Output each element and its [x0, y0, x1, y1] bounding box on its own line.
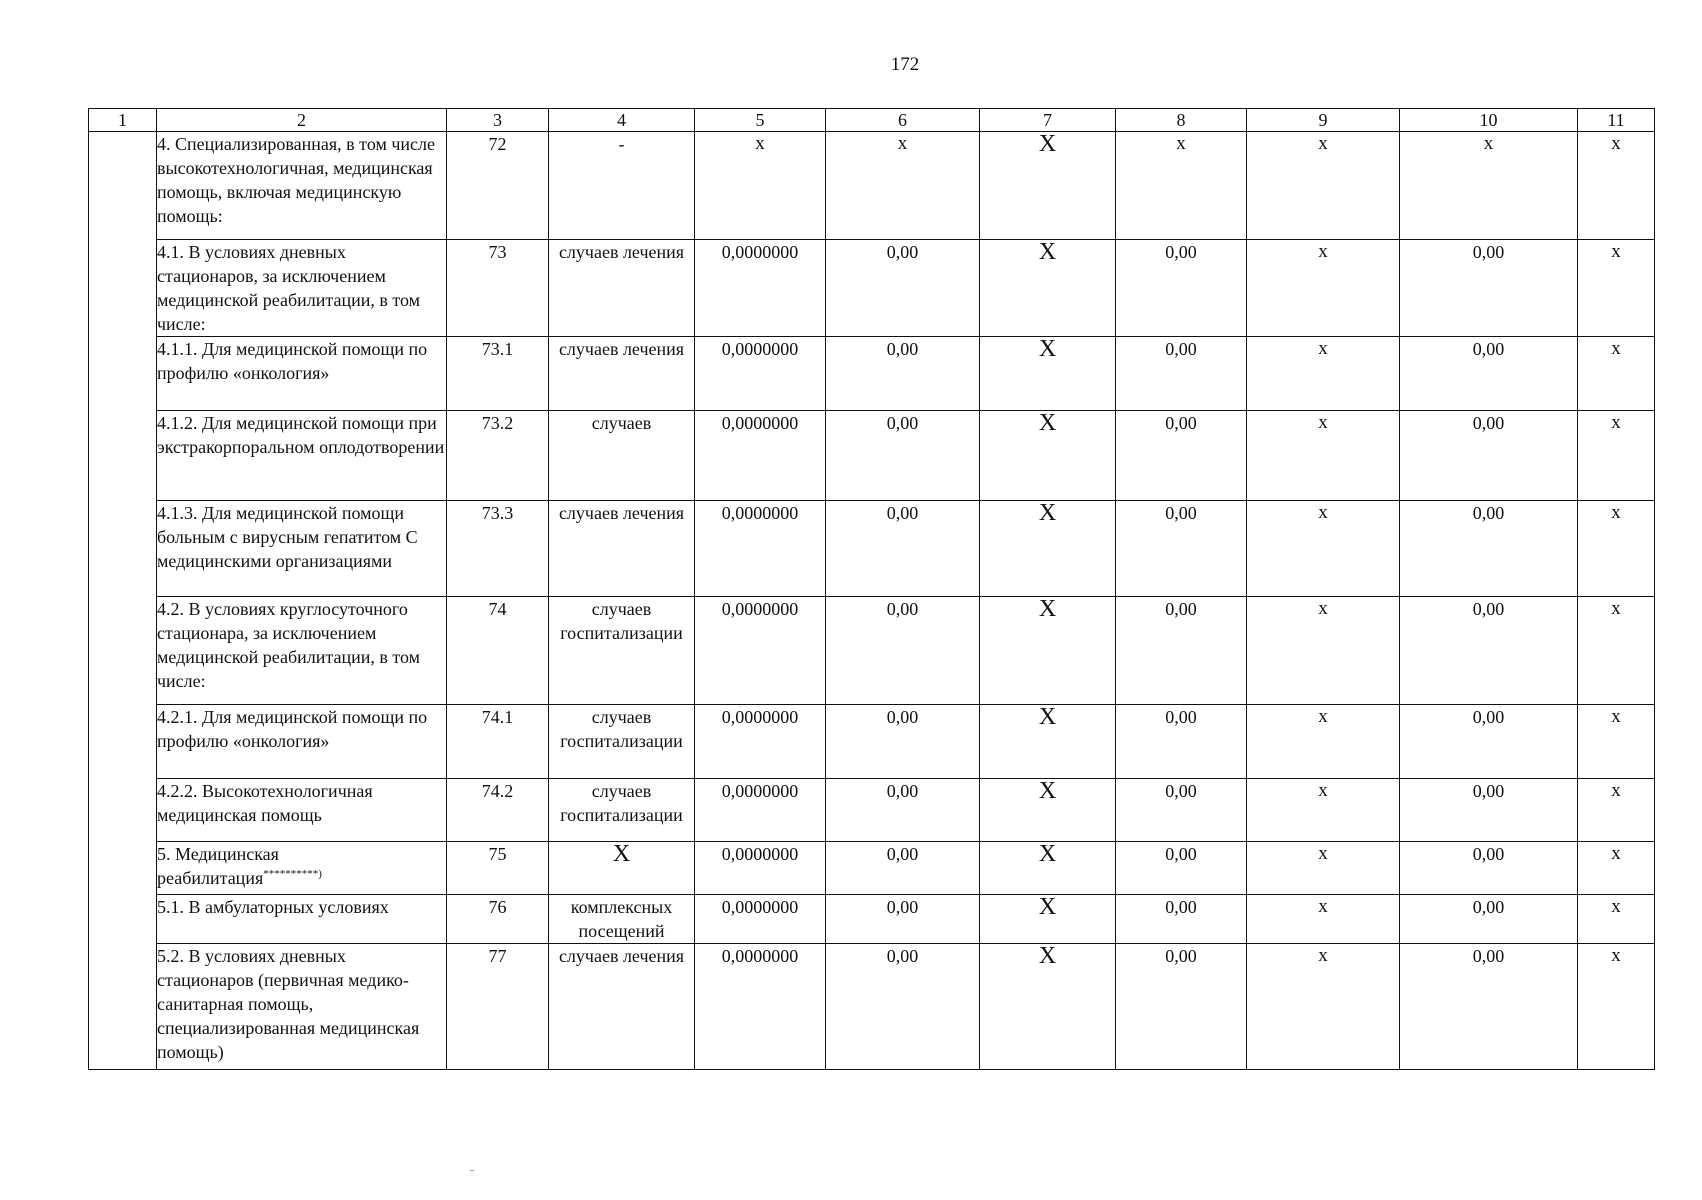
row-name: 4.2.1. Для медицинской помощи по профилю «онкология»: [157, 705, 447, 779]
row-name: 4. Специализированная, в том числе высокотехнологичная, медицинская помощь, включая медицинскую помощь:: [157, 132, 447, 240]
cell-col5: 0,0000000: [695, 597, 826, 705]
cell-col5: 0,0000000: [695, 944, 826, 1070]
cell-col11: x: [1578, 240, 1655, 337]
header-cell-10: 10: [1400, 109, 1578, 132]
cell-col10: x: [1400, 132, 1578, 240]
cell-col10: 0,00: [1400, 501, 1578, 597]
row-unit: случаев лечения: [549, 240, 695, 337]
cell-col10: 0,00: [1400, 705, 1578, 779]
header-row: [89, 109, 1655, 132]
cell-col11: x: [1578, 597, 1655, 705]
cell-col8: 0,00: [1116, 705, 1247, 779]
row-unit: -: [549, 132, 695, 240]
cell-col9: x: [1247, 597, 1400, 705]
cell-col7: X: [980, 240, 1116, 337]
cell-col6: 0,00: [826, 895, 980, 944]
cell-col9: x: [1247, 501, 1400, 597]
cell-col8: 0,00: [1116, 944, 1247, 1070]
cell-col8: 0,00: [1116, 240, 1247, 337]
header-cell-6: 6: [826, 109, 980, 132]
row-name: 4.1.2. Для медицинской помощи при экстракорпоральном оплодотворении: [157, 411, 447, 501]
cell-col7: X: [980, 411, 1116, 501]
row-name: 4.2. В условиях круглосуточного стационара, за исключением медицинской реабилитации, в том числе:: [157, 597, 447, 705]
cell-col9: x: [1247, 842, 1400, 895]
row-name-text: 5. Медицинская реабилитация: [157, 844, 279, 888]
cell-col9: x: [1247, 240, 1400, 337]
cell-col5: 0,0000000: [695, 705, 826, 779]
cell-col9: x: [1247, 337, 1400, 411]
table-row: [89, 944, 1655, 1070]
table-row: [89, 132, 1655, 240]
cell-col11: x: [1578, 842, 1655, 895]
cell-col7: X: [980, 501, 1116, 597]
cell-col5: x: [695, 132, 826, 240]
footnote-mark: **********): [263, 868, 322, 880]
row-name: [157, 842, 447, 895]
row-code: 73.3: [447, 501, 549, 597]
table-row: [89, 895, 1655, 944]
cell-col6: 0,00: [826, 779, 980, 842]
table-row: [89, 597, 1655, 705]
cell-col11: x: [1578, 944, 1655, 1070]
cell-col10: 0,00: [1400, 842, 1578, 895]
cell-col6: 0,00: [826, 411, 980, 501]
cell-col10: 0,00: [1400, 944, 1578, 1070]
cell-col6: 0,00: [826, 842, 980, 895]
row-code: 74.1: [447, 705, 549, 779]
row-name: 5.2. В условиях дневных стационаров (первичная медико-санитарная помощь, специализированная медицинская помощь): [157, 944, 447, 1070]
row-group-cell: [89, 132, 157, 1070]
cell-col6: 0,00: [826, 501, 980, 597]
cell-col6: 0,00: [826, 240, 980, 337]
row-name: 5.1. В амбулаторных условиях: [157, 895, 447, 944]
row-code: 75: [447, 842, 549, 895]
header-cell-4: 4: [549, 109, 695, 132]
row-code: 73: [447, 240, 549, 337]
row-code: 76: [447, 895, 549, 944]
table-row: [89, 501, 1655, 597]
cell-col8: 0,00: [1116, 597, 1247, 705]
cell-col7: X: [980, 132, 1116, 240]
cell-col10: 0,00: [1400, 779, 1578, 842]
cell-col6: 0,00: [826, 944, 980, 1070]
row-code: 73.1: [447, 337, 549, 411]
cell-col5: 0,0000000: [695, 501, 826, 597]
row-name: 4.2.2. Высокотехнологичная медицинская помощь: [157, 779, 447, 842]
cell-col11: x: [1578, 779, 1655, 842]
row-code: 77: [447, 944, 549, 1070]
header-cell-2: 2: [157, 109, 447, 132]
cell-col10: 0,00: [1400, 240, 1578, 337]
cell-col11: x: [1578, 705, 1655, 779]
row-unit: случаев лечения: [549, 501, 695, 597]
cell-col7: X: [980, 842, 1116, 895]
cell-col11: x: [1578, 411, 1655, 501]
row-code: 73.2: [447, 411, 549, 501]
cell-col9: x: [1247, 779, 1400, 842]
cell-col8: 0,00: [1116, 895, 1247, 944]
cell-col9: x: [1247, 944, 1400, 1070]
cell-col5: 0,0000000: [695, 779, 826, 842]
cell-col7: X: [980, 944, 1116, 1070]
row-name: 4.1. В условиях дневных стационаров, за исключением медицинской реабилитации, в том числе:: [157, 240, 447, 337]
cell-col5: 0,0000000: [695, 240, 826, 337]
cell-col11: x: [1578, 132, 1655, 240]
cell-col6: x: [826, 132, 980, 240]
table-row: [89, 779, 1655, 842]
cell-col8: 0,00: [1116, 501, 1247, 597]
table-row: [89, 411, 1655, 501]
cell-col5: 0,0000000: [695, 337, 826, 411]
table-row: [89, 240, 1655, 337]
cell-col7: X: [980, 337, 1116, 411]
row-unit: случаев госпитализации: [549, 779, 695, 842]
header-cell-7: 7: [980, 109, 1116, 132]
cell-col11: x: [1578, 895, 1655, 944]
cell-col10: 0,00: [1400, 411, 1578, 501]
cell-col6: 0,00: [826, 337, 980, 411]
row-unit: случаев госпитализации: [549, 597, 695, 705]
row-code: 74: [447, 597, 549, 705]
scan-speck: [470, 1170, 474, 1171]
cell-col9: x: [1247, 895, 1400, 944]
cell-col10: 0,00: [1400, 337, 1578, 411]
row-unit: случаев госпитализации: [549, 705, 695, 779]
cell-col11: x: [1578, 501, 1655, 597]
row-unit: случаев: [549, 411, 695, 501]
header-cell-11: 11: [1578, 109, 1655, 132]
cell-col8: 0,00: [1116, 779, 1247, 842]
cell-col6: 0,00: [826, 597, 980, 705]
cell-col9: x: [1247, 705, 1400, 779]
cell-col10: 0,00: [1400, 597, 1578, 705]
cell-col9: x: [1247, 132, 1400, 240]
table-row: [89, 337, 1655, 411]
cell-col7: X: [980, 597, 1116, 705]
row-name: 4.1.3. Для медицинской помощи больным с вирусным гепатитом С медицинскими организациями: [157, 501, 447, 597]
header-cell-3: 3: [447, 109, 549, 132]
cell-col7: X: [980, 779, 1116, 842]
cell-col8: 0,00: [1116, 842, 1247, 895]
cell-col8: x: [1116, 132, 1247, 240]
page-number: 172: [890, 54, 920, 75]
header-cell-8: 8: [1116, 109, 1247, 132]
row-unit: комплексных посещений: [549, 895, 695, 944]
cell-col11: x: [1578, 337, 1655, 411]
cell-col7: X: [980, 895, 1116, 944]
table-row: [89, 705, 1655, 779]
cell-col5: 0,0000000: [695, 411, 826, 501]
header-cell-9: 9: [1247, 109, 1400, 132]
row-unit: случаев лечения: [549, 944, 695, 1070]
header-cell-5: 5: [695, 109, 826, 132]
cell-col5: 0,0000000: [695, 895, 826, 944]
row-unit: X: [549, 842, 695, 895]
data-table: [88, 108, 1655, 1070]
cell-col10: 0,00: [1400, 895, 1578, 944]
row-code: 72: [447, 132, 549, 240]
table-row: [89, 842, 1655, 895]
cell-col8: 0,00: [1116, 337, 1247, 411]
header-cell-1: 1: [89, 109, 157, 132]
cell-col6: 0,00: [826, 705, 980, 779]
cell-col9: x: [1247, 411, 1400, 501]
row-name: 4.1.1. Для медицинской помощи по профилю «онкология»: [157, 337, 447, 411]
row-unit: случаев лечения: [549, 337, 695, 411]
cell-col5: 0,0000000: [695, 842, 826, 895]
row-code: 74.2: [447, 779, 549, 842]
cell-col7: X: [980, 705, 1116, 779]
cell-col8: 0,00: [1116, 411, 1247, 501]
